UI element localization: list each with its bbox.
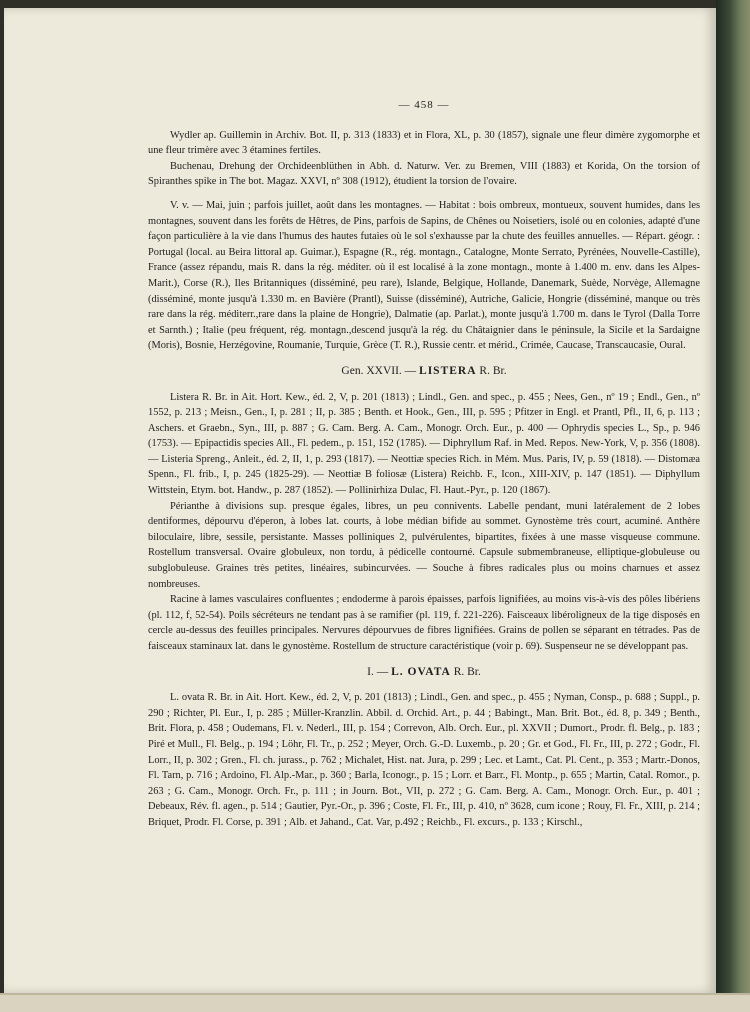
book-cover-edge [716,0,750,1010]
species-heading [148,665,700,681]
page-bottom-edge [0,993,750,1012]
species-heading-prefix: I. — [367,665,389,678]
paragraph-habitat: V. v. — Mai, juin ; parfois juillet, août dans les montagnes. — Habitat : bois ombreux, montueux, souvent humides, dans les montagnes, souvent dans les forêts de Hêtres, de Pins, parfois de Sapins, de Chênes ou Noisetiers, isolé ou en colonies, adapté d'une façon particulière à la vie dans l'humus des hautes futaies où le sol s'exhausse par la chute des feuilles annuelles. — Répart. géogr. : Portugal (local. au Beira littoral ap. Guimar.), Espagne (R., rég. montagn., Catalogne, Monte Serrato, Pyrénées, Nouvelle-Castille), France (assez répandu, mais R. dans la rég. méditer. où il est localisé à la zone montagn., monte à 1.400 m. env. dans les Alpes-Marit.), Corse (R.), Iles Britanniques (disséminé, peu rare), Islande, Belgique, Hollande, Danemark, Suède, Norvège, Allemagne (disséminé, monte jusqu'à 1.330 m. en Bavière (Prantl), Suisse (disséminé), Autriche, Galicie, Hongrie (disséminé, manque ou très rare dans la rég. méditerr.,rare dans la plaine de Hongrie), Dalmatie (ap. Parlat.), monte jusqu'à 1.700 m. dans le Tyrol (Dalla Torre et Sarnth.) ; Italie (peu fréquent, rég. montagn.,descend jusqu'à la rég. du Châtaignier dans le péninsule, la Sicile et la Sardaigne (Moris), Bosnie, Herzégovine, Roumanie, Turquie, Grèce (T. R.), Russie centr. et mérid., Crimée, Caucase, Transcaucasie, Oural. [148,199,700,352]
paragraph-anatomy: Racine à lames vasculaires confluentes ; endoderme à parois épaisses, parfois lignifiées, au moins vis-à-vis des pôles libériens (pl. 112, f, 52-54). Poils sécréteurs ne tendant pas à se ramifier (pl. 119, f. 221-226). Faisceaux libéroligneux de la tige disposés en cercle au-dessus des feuilles principales. Nervures dépourvues de fibres lignifiées. Grains de pollen se séparant en tétrades. Pas de faisceaux staminaux lat. dans le gynostème. Rostellum de structure caractéristique (voir p. 69). Suspenseur ne se développant pas. [148,594,700,652]
paragraph-synonymy: Listera R. Br. in Ait. Hort. Kew., éd. 2, V, p. 201 (1813) ; Lindl., Gen. and spec., p. 455 ; Nees, Gen., nº 19 ; Endl., Gen., nº 1552, p. 213 ; Meisn., Gen., I, p. 281 ; II, p. 385 ; Benth. et Hook., Gen., III, p. 595 ; Pfitzer in Engl. et Prantl, Pfl., II, 6, p. 113 ; Aschers. et Graebn., Syn., III, p. 887 ; G. Cam. Berg. A. Cam., Monogr. Orch. Eur., p. 400 — Ophrydis species L., Sp., p. 946 (1753). — Epipactidis species All., Fl. pedem., p. 151, 152 (1785). — Diphryllum Raf. in Med. Repos. New-York, V, p. 356 (1808). — Listeria Spreng., Anleit., éd. 2, II, 1, p. 293 (1817). — Neottiæ species Rich. in Mém. Mus. Paris, IV, p. 59 (1818). — Distomæa Spenn., Fl. frib., I, p. 245 (1825-29). — Neottiæ B foliosæ (Listera) Reichb. F., Icon., XIII-XIV, p. 147 (1851). — Diphyllum Wittstein, Etym. bot. Handw., p. 287 (1852). — Pollinirhiza Dulac, Fl. Haut.-Pyr., p. 120 (1867). [148,391,700,497]
page-content [148,98,700,831]
species-heading-name: L. OVATA [391,665,451,678]
paragraph-buchenau: Buchenau, Drehung der Orchideenblüthen in Abh. d. Naturw. Ver. zu Bremen, VIII (1883) et Korida, On the torsion of Spiranthes spike in The bot. Magaz. XXVI, nº 308 (1912), étudient la torsion de l'ovaire. [148,160,700,188]
genus-heading-name: LISTERA [419,364,477,377]
paragraph-wydler: Wydler ap. Guillemin in Archiv. Bot. II, p. 313 (1833) et in Flora, XL, p. 30 (1857), signale une fleur dimère zygomorphe et une fleur trimère avec 3 étamines fertiles. [148,129,700,157]
genus-heading-author: R. Br. [479,364,507,377]
genus-heading-prefix: Gen. XXVII. — [341,364,417,377]
paragraph-description: Périanthe à divisions sup. presque égales, libres, un peu connivents. Labelle pendant, muni latéralement de 2 lobes dentiformes, dépourvu d'éperon, à lobes lat. courts, à lobe médian bifide au sommet. Gynostème très court, acuminé. Anthère biloculaire, libre, sessile, persistante. Masses polliniques 2, pulvérulentes, bipartites, fixées à une masse visqueuse commune. Rostellum transversal. Ovaire globuleux, non tordu, à pédicelle contourné. Capsule submembraneuse, elliptique-globuleuse ou subglobuleuse. Graines très petites, linéaires, subincurvées. — Souche à fibres radicales plus ou moins charnues et assez nombreuses. [148,500,700,590]
genus-heading [148,364,700,380]
paragraph-species-synonymy: L. ovata R. Br. in Ait. Hort. Kew., éd. 2, V, p. 201 (1813) ; Lindl., Gen. and spec., p. 455 ; Nyman, Consp., p. 688 ; Suppl., p. 290 ; Richter, Pl. Eur., I, p. 285 ; Müller-Kranzlin. Abbil. d. Orchid. Art., p. 44 ; Babingt., Man. Brit. Bot., éd. 8, p. 349 ; Benth., Brit. Flora, p. 458 ; Oudemans, Fl. v. Nederl., III, p. 154 ; Correvon, Alb. Orch. Eur., pl. XXVII ; Dumort., Prodr. fl. Belg., p. 183 ; Piré et Mull., Fl. Belg., p. 194 ; Löhr, Fl. Tr., p. 252 ; Meyer, Orch. G.-D. Luxemb., p. 20 ; Gr. et God., Fl. Fr., III, p. 272 ; Godr., Fl. Lorr., II, p. 302 ; Gren., Fl. ch. jurass., p. 762 ; Michalet, Hist. nat. Jura, p. 299 ; Lec. et Lamt., Cat. Pl. Cent., p. 353 ; Martr.-Donos, Fl. Tarn, p. 716 ; Ardoino, Fl. Alp.-Mar., p. 360 ; Barla, Iconogr., p. 15 ; Lorr. et Barr., Fl. Montp., p. 655 ; Martin, Catal. Romor., p. 263 ; G. Cam., Monogr. Orch. Fr., p. 111 ; in Journ. Bot., VII, p. 272 ; G. Cam. Berg. A. Cam., Monogr. Orch. Eur., p. 401 ; Debeaux, Rév. fl. agen., p. 514 ; Gautier, Pyr.-Or., p. 396 ; Coste, Fl. Fr., III, p. 410, nº 3628, cum icone ; Rouy, Fl. Fr., XIII, p. 214 ; Briquet, Prodr. Fl. Corse, p. 391 ; Alb. et Jahand., Cat. Var, p.492 ; Reichb., Fl. excurs., p. 133 ; Kirschl., [148,692,700,828]
species-heading-author: R. Br. [453,665,481,678]
page-number: — 458 — [398,99,450,111]
